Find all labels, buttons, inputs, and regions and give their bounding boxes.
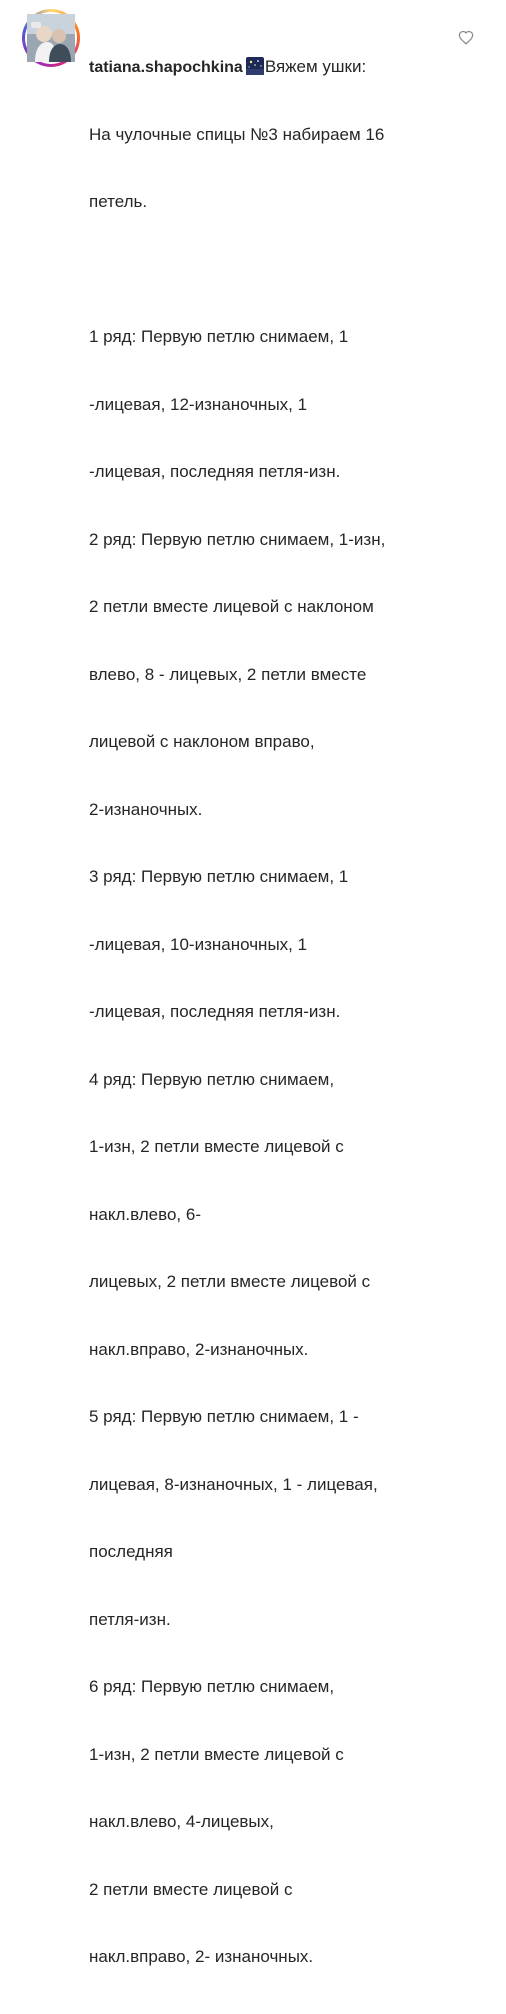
caption-line: 6 ряд: Первую петлю снимаем, (89, 1677, 335, 1696)
caption-line: 1 ряд: Первую петлю снимаем, 1 (89, 327, 349, 346)
heart-outline-icon (458, 30, 474, 45)
caption-line: 5 ряд: Первую петлю снимаем, 1 - (89, 1407, 359, 1426)
avatar-border (25, 12, 77, 64)
caption-line: 3 ряд: Первую петлю снимаем, 1 (89, 867, 349, 886)
caption-line: петля-изн. (89, 1609, 171, 1629)
like-button[interactable] (458, 30, 474, 45)
caption-line: -лицевая, последняя петля-изн. (89, 1002, 341, 1021)
caption-line: накл.влево, 6- (89, 1204, 201, 1224)
night-sky-emoji-icon (246, 57, 264, 75)
caption-line: 1-изн, 2 петли вместе лицевой с (89, 1744, 344, 1764)
caption-line: На чулочные спицы №3 набираем 16 (89, 124, 385, 144)
avatar-image (27, 14, 75, 62)
caption-line: -лицевая, 12-изнаночных, 1 (89, 394, 308, 414)
caption-line: накл.влево, 4-лицевых, (89, 1812, 274, 1831)
caption-first-line (89, 56, 449, 79)
caption-line: влево, 8 - лицевых, 2 петли вместе (89, 664, 367, 684)
caption-line: петель. (89, 192, 148, 211)
avatar-story-ring[interactable] (22, 9, 80, 67)
caption-line: 1-изн, 2 петли вместе лицевой с (89, 1137, 344, 1156)
caption-line: последняя (89, 1542, 173, 1561)
avatar (27, 14, 75, 62)
caption-line: лицевая, 8-изнаночных, 1 - лицевая, (89, 1474, 378, 1494)
caption-text (89, 11, 449, 2014)
username-link[interactable]: tatiana.shapochkina (89, 59, 243, 76)
caption-line: лицевых, 2 петли вместе лицевой с (89, 1272, 371, 1291)
caption-line: -лицевая, последняя петля-изн. (89, 462, 341, 481)
caption-line: -лицевая, 10-изнаночных, 1 (89, 934, 308, 954)
caption-line: накл.вправо, 2-изнаночных. (89, 1339, 309, 1359)
caption-line: лицевой с наклоном вправо, (89, 732, 315, 751)
caption-line: 2 ряд: Первую петлю снимаем, 1-изн, (89, 529, 386, 549)
caption-line (89, 259, 449, 282)
caption-line: 2-изнаночных. (89, 799, 203, 819)
caption-line: накл.вправо, 2- изнаночных. (89, 1947, 314, 1966)
caption-line: 4 ряд: Первую петлю снимаем, (89, 1069, 335, 1089)
caption-line: 2 петли вместе лицевой с (89, 1879, 293, 1899)
caption-line: Вяжем ушки: (264, 57, 367, 76)
caption-line: 2 петли вместе лицевой с наклоном (89, 597, 374, 616)
